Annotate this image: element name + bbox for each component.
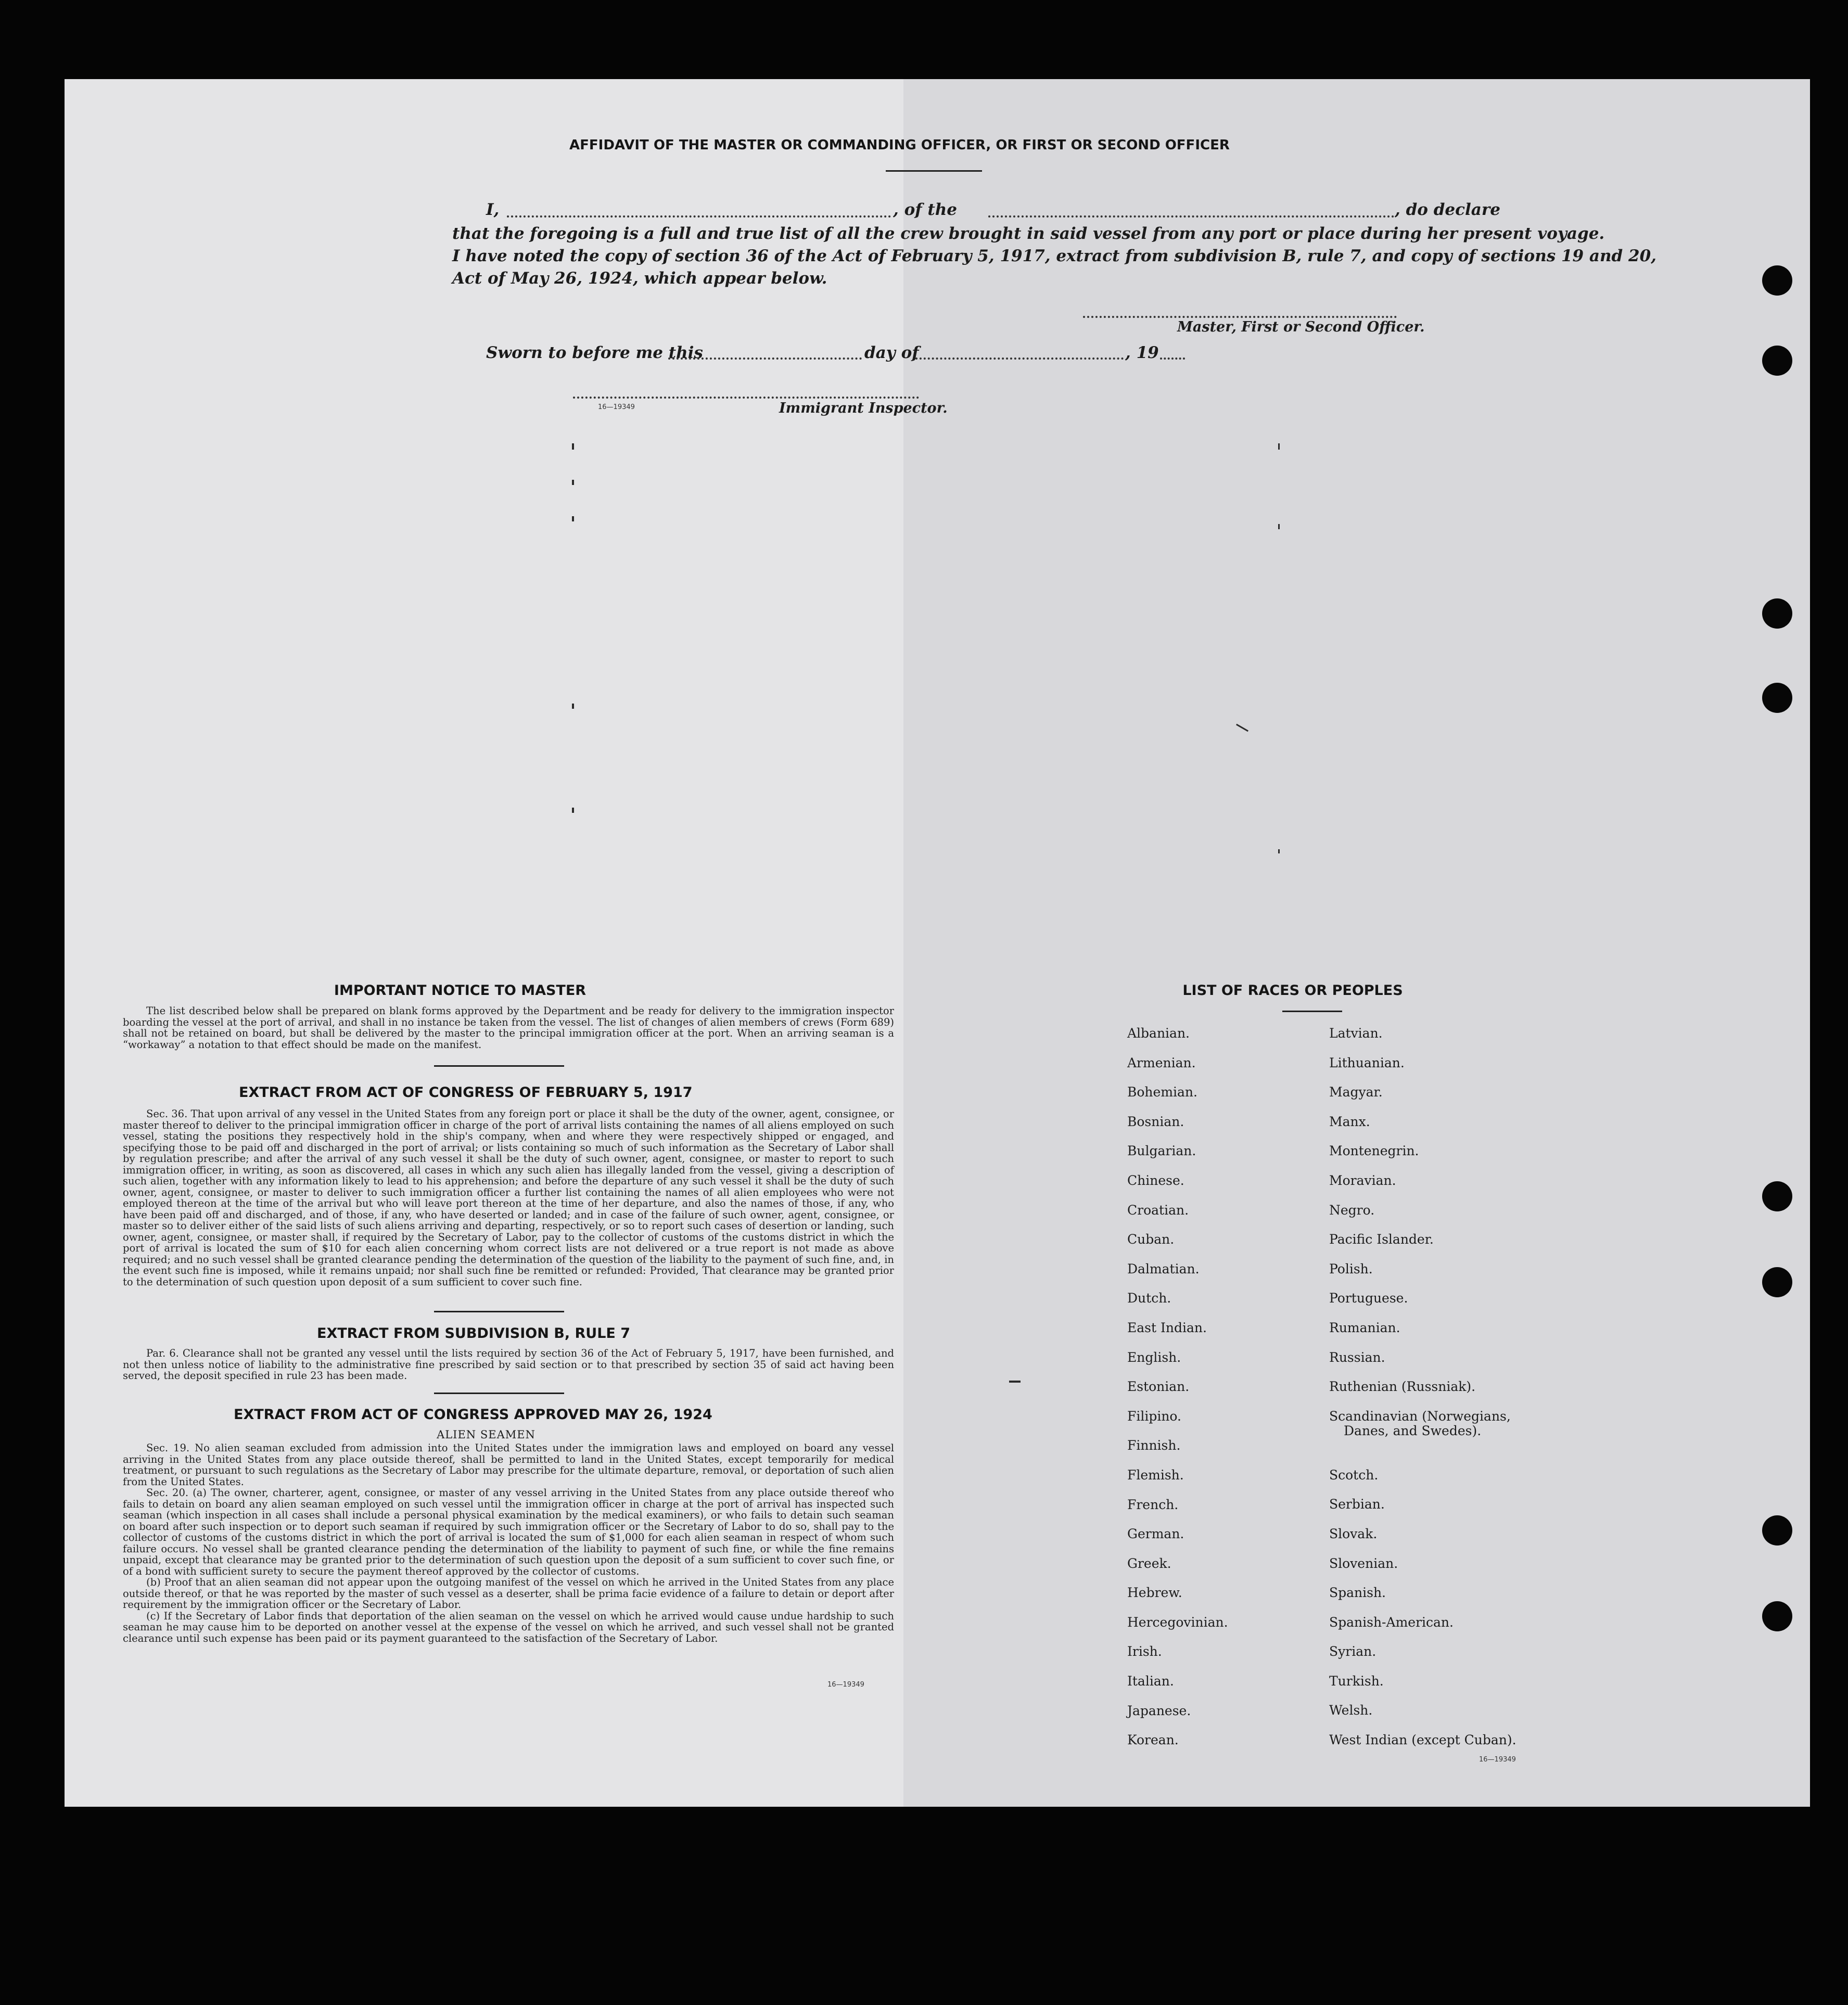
race-item: Welsh.	[1329, 1703, 1373, 1718]
extract-1917-title: EXTRACT FROM ACT OF CONGRESS OF FEBRUARY 5, 1917	[239, 1084, 693, 1101]
section-rule	[434, 1065, 564, 1067]
race-item: Dalmatian.	[1127, 1261, 1200, 1276]
affidavit-do-declare: , do declare	[1395, 200, 1500, 219]
race-item: Latvian.	[1329, 1026, 1383, 1041]
race-item: Dutch.	[1127, 1291, 1171, 1306]
race-item: Manx.	[1329, 1114, 1370, 1129]
race-item: Scotch.	[1329, 1467, 1379, 1483]
races-form-number: 16—19349	[1479, 1756, 1516, 1764]
race-item: Korean.	[1127, 1732, 1179, 1748]
race-item: Estonian.	[1127, 1379, 1190, 1395]
race-item: Albanian.	[1127, 1026, 1190, 1041]
binder-hole	[1762, 598, 1792, 629]
affidavit-of-the: , of the	[893, 200, 957, 219]
race-item: Irish.	[1127, 1644, 1162, 1659]
section-20c-paragraph: (c) If the Secretary of Labor finds that deportation of the alien seaman on the vessel on which he arrived would cause undue hardship to such seaman he may cause him to be deported on another vessel at the expense of the vessel on which he arrived, and such vessel shall not be granted clearance until such expense has been paid or its payment guaranteed to the satisfaction of the Secretary of Labor.	[123, 1610, 894, 1644]
race-item: Slovenian.	[1329, 1555, 1398, 1571]
affidavit-title: AFFIDAVIT OF THE MASTER OR COMMANDING OFFICER, OR FIRST OR SECOND OFFICER	[569, 137, 1230, 153]
race-item: Serbian.	[1329, 1497, 1385, 1512]
year-blank	[1160, 357, 1185, 360]
race-item: Japanese.	[1127, 1703, 1191, 1718]
race-item: Hercegovinian.	[1127, 1614, 1228, 1630]
document-sheet	[65, 79, 1810, 1807]
sworn-day-blank	[668, 357, 862, 360]
race-item: Negro.	[1329, 1202, 1375, 1218]
vessel-blank	[988, 215, 1394, 218]
inspector-signature-blank	[573, 397, 919, 399]
affidavit-i-label: I,	[486, 200, 500, 219]
race-item: Rumanian.	[1329, 1320, 1400, 1335]
section-19-paragraph: Sec. 19. No alien seaman excluded from admission into the United States under the immigration laws and employed on board any vessel arriving in the United States from any place outside thereof, shall be permitted to land in the United States, except temporarily for medical treatment, or pursuant to such regulations as the Secretary of Labor may prescribe for the ultimate departure, removal, or deportation of such alien from the United States.	[123, 1442, 894, 1488]
extract-1924-title: EXTRACT FROM ACT OF CONGRESS APPROVED MAY 26, 1924	[234, 1407, 712, 1423]
race-item: German.	[1127, 1526, 1184, 1542]
alien-seamen-subtitle: ALIEN SEAMEN	[437, 1428, 536, 1441]
title-rule	[886, 170, 982, 172]
race-item: Ruthenian (Russniak).	[1329, 1379, 1476, 1395]
race-item: Greek.	[1127, 1555, 1171, 1571]
binder-hole	[1762, 1267, 1792, 1297]
notice-paragraph: The list described below shall be prepared on blank forms approved by the Department and be ready for delivery to the immigration inspector boarding the vessel at the port of arrival, and shall in no instance be taken from the vessel. The list of changes of alien members of crews (Form 689) shall not be retained on board, but shall be delivered by the master to the principal immigration officer at the port. When an arriving seaman is a “workaway” a notation to that effect should be made on the manifest.	[123, 1005, 894, 1051]
race-item: Moravian.	[1329, 1172, 1396, 1188]
race-item: Portuguese.	[1329, 1291, 1408, 1306]
race-item: Bohemian.	[1127, 1084, 1197, 1100]
race-item: East Indian.	[1127, 1320, 1207, 1335]
section-20b-paragraph: (b) Proof that an alien seaman did not appear upon the outgoing manifest of the vessel on which he arrived in the United States from any place outside thereof, or that he was reported by the master of such vessel as a deserter, shall be prima facie evidence of a failure to detain or deport after requirement by the immigration officer or the Secretary of Labor.	[123, 1576, 894, 1611]
race-item: Spanish.	[1329, 1585, 1386, 1601]
race-item-continuation: Danes, and Swedes).	[1344, 1423, 1482, 1438]
subdivision-title: EXTRACT FROM SUBDIVISION B, RULE 7	[317, 1325, 631, 1342]
race-item: Bosnian.	[1127, 1114, 1184, 1129]
binder-hole	[1762, 346, 1792, 376]
subdivision-text	[123, 1348, 894, 1382]
race-item: Russian.	[1329, 1349, 1385, 1365]
par-6-paragraph: Par. 6. Clearance shall not be granted any vessel until the lists required by section 36 of the Act of February 5, 1917, have been furnished, and not then unless notice of liability to the administrative fine prescribed by said section or to that prescribed by section 35 of said act having been served, the deposit specified in rule 23 has been made.	[123, 1347, 894, 1382]
race-item: English.	[1127, 1349, 1181, 1365]
race-item: Bulgarian.	[1127, 1143, 1196, 1159]
race-item: Scandinavian (Norwegians, Danes, and Swedes).	[1329, 1409, 1516, 1468]
race-item: West Indian (except Cuban).	[1329, 1732, 1516, 1748]
race-item: Chinese.	[1127, 1172, 1184, 1188]
race-item: French.	[1127, 1497, 1179, 1512]
race-item: Cuban.	[1127, 1232, 1175, 1247]
day-of-label: day of	[864, 343, 919, 362]
race-item: Hebrew.	[1127, 1585, 1182, 1601]
affidavit-line-3: I have noted the copy of section 36 of the Act of February 5, 1917, extract from subdivision B, rule 7, and copy of sections 19 and 20,	[452, 247, 1656, 265]
race-item: Spanish-American.	[1329, 1614, 1454, 1630]
affidavit-form-number: 16—19349	[598, 403, 635, 411]
race-item: Croatian.	[1127, 1202, 1189, 1218]
affidavit-line-4: Act of May 26, 1924, which appear below.	[452, 269, 827, 288]
extract-1917-text	[123, 1108, 894, 1287]
binder-hole	[1762, 1181, 1792, 1211]
binder-hole	[1762, 265, 1792, 296]
master-signature-label: Master, First or Second Officer.	[1177, 319, 1425, 335]
section-20a-paragraph: Sec. 20. (a) The owner, charterer, agent, consignee, or master of any vessel arriving in the United States from any place outside thereof who fails to detain on board any alien seaman employed on such vessel until the immigration officer in charge at the port of arrival has inspected such seaman (which inspection in all cases shall include a personal physical examination by the medical examiners), or who fails to detain such seaman on board after such inspection or to deport such seaman if required by such immigration officer or the Secretary of Labor to do so, shall pay to the collector of customs of the customs district in which the port of arrival is located the sum of $1,000 for each alien seaman in respect of whom such failure occurs. No vessel shall be granted clearance pending the determination of the liability to payment of such fine, or while the fine remains unpaid, except that clearance may be granted prior to the determination of such question upon the deposit of a sum sufficient to cover such fine, or of a bond with sufficient surety to secure the payment thereof approved by the collector of customs.	[123, 1487, 894, 1577]
race-item: Syrian.	[1329, 1644, 1377, 1659]
races-rule	[1282, 1011, 1342, 1012]
race-item: Turkish.	[1329, 1673, 1384, 1689]
race-item: Magyar.	[1329, 1084, 1383, 1100]
race-item: Pacific Islander.	[1329, 1232, 1434, 1247]
race-item: Armenian.	[1127, 1055, 1196, 1070]
binder-hole	[1762, 683, 1792, 713]
race-item: Italian.	[1127, 1674, 1174, 1689]
races-right-column	[1329, 1026, 1516, 1763]
sworn-label: Sworn to before me this	[486, 343, 703, 362]
extract-1924-text	[123, 1442, 894, 1644]
year-label: , 19	[1125, 343, 1159, 362]
race-item: Polish.	[1329, 1261, 1373, 1276]
race-item: Montenegrin.	[1329, 1143, 1419, 1159]
extract-form-number: 16—19349	[827, 1681, 864, 1689]
race-item: Filipino.	[1127, 1408, 1181, 1424]
notice-text	[123, 1005, 894, 1050]
name-blank	[507, 215, 891, 218]
race-item: Finnish.	[1127, 1438, 1181, 1453]
notice-title: IMPORTANT NOTICE TO MASTER	[334, 982, 587, 999]
section-36-paragraph: Sec. 36. That upon arrival of any vessel in the United States from any foreign port or place it shall be the duty of the owner, agent, consignee, or master thereof to deliver to the principal immigration officer in charge of the port of arrival lists containing the names of all aliens employed on such vessel, stating the positions they respectively hold in the ship's company, when and where they were respectively shipped or engaged, and specifying those to be paid off and discharged in the port of arrival; or lists containing so much of such information as the Secretary of Labor shall by regulation prescribe; and after the arrival of any such vessel it shall be the duty of such owner, agent, consignee, or master to report to such immigration officer, in writing, as soon as discovered, all cases in which any such alien has illegally landed from the vessel, giving a description of such alien, together with any information likely to lead to his apprehension; and before the departure of any such vessel it shall be the duty of such owner, agent, consignee, or master to deliver to such immigration officer a further list containing the names of all alien employees who were not employed thereon at the time of the arrival but who will leave port thereon at the time of her departure, and also the names of those, if any, who have been paid off and discharged, and of those, if any, who have deserted or landed; and in case of the failure of such owner, agent, consignee, or master so to deliver either of the said lists of such aliens arriving and departing, respectively, or so to report such cases of desertion or landing, such owner, agent, consignee, or master shall, if required by the Secretary of Labor, pay to the collector of customs of the customs district in which the port of arrival is located the sum of $10 for each alien concerning whom correct lists are not delivered or a true report is not made as above required; and no such vessel shall be granted clearance pending the determination of the question of the liability to the payment of such fine, and, in the event such fine is imposed, while it remains unpaid; nor shall such fine be remitted or refunded: Provided, That clearance may be granted prior to the determination of such question upon deposit of a sum sufficient to cover such fine.	[123, 1108, 894, 1288]
inspector-label: Immigrant Inspector.	[779, 400, 948, 416]
master-signature-blank	[1083, 316, 1397, 318]
binder-hole	[1762, 1601, 1792, 1631]
sworn-month-blank	[915, 357, 1124, 360]
section-rule	[434, 1311, 564, 1312]
binder-hole	[1762, 1515, 1792, 1546]
affidavit-line-2: that the foregoing is a full and true list of all the crew brought in said vessel from any port or place during her present voyage.	[452, 224, 1605, 243]
races-left-column	[1127, 1026, 1228, 1763]
race-item: Lithuanian.	[1329, 1055, 1405, 1070]
races-title: LIST OF RACES OR PEOPLES	[1182, 982, 1403, 999]
race-item: Slovak.	[1329, 1526, 1378, 1541]
section-rule	[434, 1393, 564, 1394]
race-item: Flemish.	[1127, 1467, 1184, 1483]
